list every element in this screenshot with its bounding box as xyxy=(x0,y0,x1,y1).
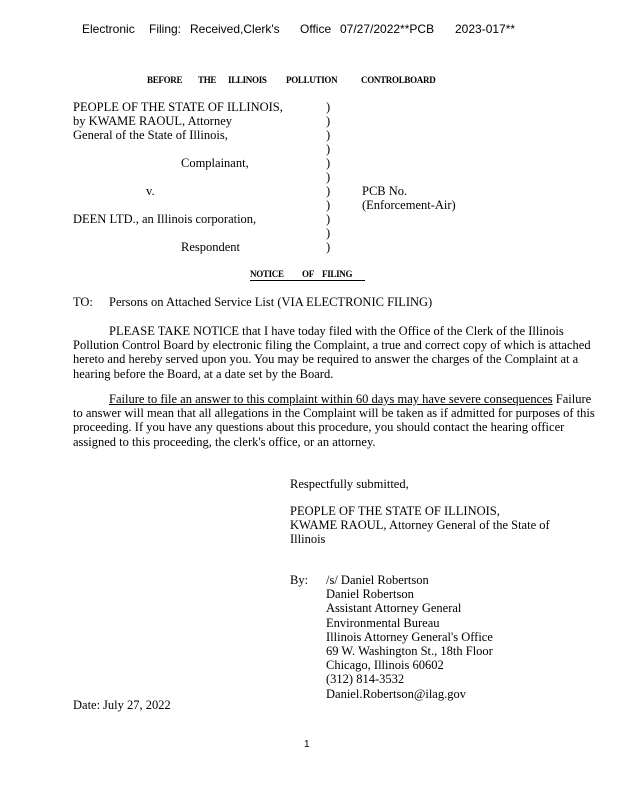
notice-title-filing: FILING xyxy=(322,269,353,279)
board-title-illinois: ILLINOIS xyxy=(228,75,267,85)
caption-paren: ) xyxy=(326,128,331,142)
signer-email: Daniel.Robertson@ilag.gov xyxy=(326,686,466,701)
board-title-controlboard: CONTROLBOARD xyxy=(361,75,436,85)
service-list-text: Persons on Attached Service List (VIA ELECTRONIC FILING) xyxy=(109,295,433,309)
filing-stamp-office: Office xyxy=(300,22,332,36)
filing-stamp-date: 07/27/2022**PCB xyxy=(340,22,435,36)
caption-paren: ) xyxy=(326,170,331,184)
caption-paren: ) xyxy=(326,100,331,114)
to-label: TO: xyxy=(73,295,93,309)
page-number: 1 xyxy=(304,739,310,750)
filing-stamp-received: Received,Clerk's xyxy=(190,22,280,36)
board-title-before: BEFORE xyxy=(147,75,183,85)
signature-block xyxy=(326,573,493,701)
by-label: By: xyxy=(290,573,309,587)
submitting-party-line: Illinois xyxy=(290,532,326,547)
submitting-party xyxy=(290,504,550,547)
board-title-the: THE xyxy=(198,75,217,85)
signer-city: Chicago, Illinois 60602 xyxy=(326,658,444,673)
notice-title-notice: NOTICE xyxy=(250,269,284,279)
signer-bureau: Environmental Bureau xyxy=(326,615,440,630)
caption-paren: ) xyxy=(326,142,331,156)
board-title-pollution: POLLUTION xyxy=(286,75,338,85)
plaintiff-line-1: PEOPLE OF THE STATE OF ILLINOIS, xyxy=(73,100,283,114)
signer-title: Assistant Attorney General xyxy=(326,601,462,616)
date-label: Date: xyxy=(73,698,101,712)
notice-title-of: OF xyxy=(302,269,314,279)
notice-paragraph xyxy=(73,324,603,381)
notice-paragraph-text: PLEASE TAKE NOTICE that I have today filed with the Office of the Clerk of the Illinois Pollution Control Board by electronic filing the Complaint, a true and correct copy of which is attached hereto and hereby served upon you. You may be required to answer the charges of the Complaint at a hearing before the Board, at a date set by the Board. xyxy=(73,324,591,381)
warning-rest-text: Failure to answer will mean that all allegations in the Complaint will be taken as if admitted for purposes of this proceeding. If you have any questions about this procedure, you should contact the hearing officer assigned to this proceeding, the clerk's office, or an attorney. xyxy=(73,392,595,449)
versus-label: v. xyxy=(146,184,155,198)
caption-paren: ) xyxy=(326,198,331,212)
signer-name: Daniel Robertson xyxy=(326,587,414,602)
pcb-number-label: PCB No. xyxy=(362,184,408,198)
enforcement-label: (Enforcement-Air) xyxy=(362,198,456,212)
defendant-name: DEEN LTD., an Illinois corporation, xyxy=(73,212,257,226)
plaintiff-line-2: by KWAME RAOUL, Attorney xyxy=(73,114,233,128)
complainant-label: Complainant, xyxy=(181,156,249,170)
respectfully-submitted: Respectfully submitted, xyxy=(290,477,409,491)
submitting-party-line: PEOPLE OF THE STATE OF ILLINOIS, xyxy=(290,504,500,518)
submitting-party-line: KWAME RAOUL, Attorney General of the State of xyxy=(290,518,550,533)
caption-paren: ) xyxy=(326,184,331,198)
filing-stamp-filing: Filing: xyxy=(149,22,182,36)
respondent-label: Respondent xyxy=(181,240,241,254)
filing-stamp-case: 2023-017** xyxy=(455,22,516,36)
filing-stamp-electronic: Electronic xyxy=(82,22,135,36)
caption-paren: ) xyxy=(326,114,331,128)
caption-paren: ) xyxy=(326,212,331,226)
signature-line: /s/ Daniel Robertson xyxy=(326,573,429,587)
signer-office: Illinois Attorney General's Office xyxy=(326,629,493,644)
warning-underlined-text: Failure to file an answer to this complaint within 60 days may have severe consequences xyxy=(109,392,553,406)
caption-paren: ) xyxy=(326,226,331,240)
caption-paren: ) xyxy=(326,156,331,170)
caption-paren: ) xyxy=(326,240,331,254)
signer-street: 69 W. Washington St., 18th Floor xyxy=(326,644,493,659)
signer-phone: (312) 814-3532 xyxy=(326,672,405,687)
date-value: July 27, 2022 xyxy=(103,698,171,712)
warning-paragraph xyxy=(73,392,603,449)
plaintiff-line-3: General of the State of Illinois, xyxy=(73,128,228,142)
